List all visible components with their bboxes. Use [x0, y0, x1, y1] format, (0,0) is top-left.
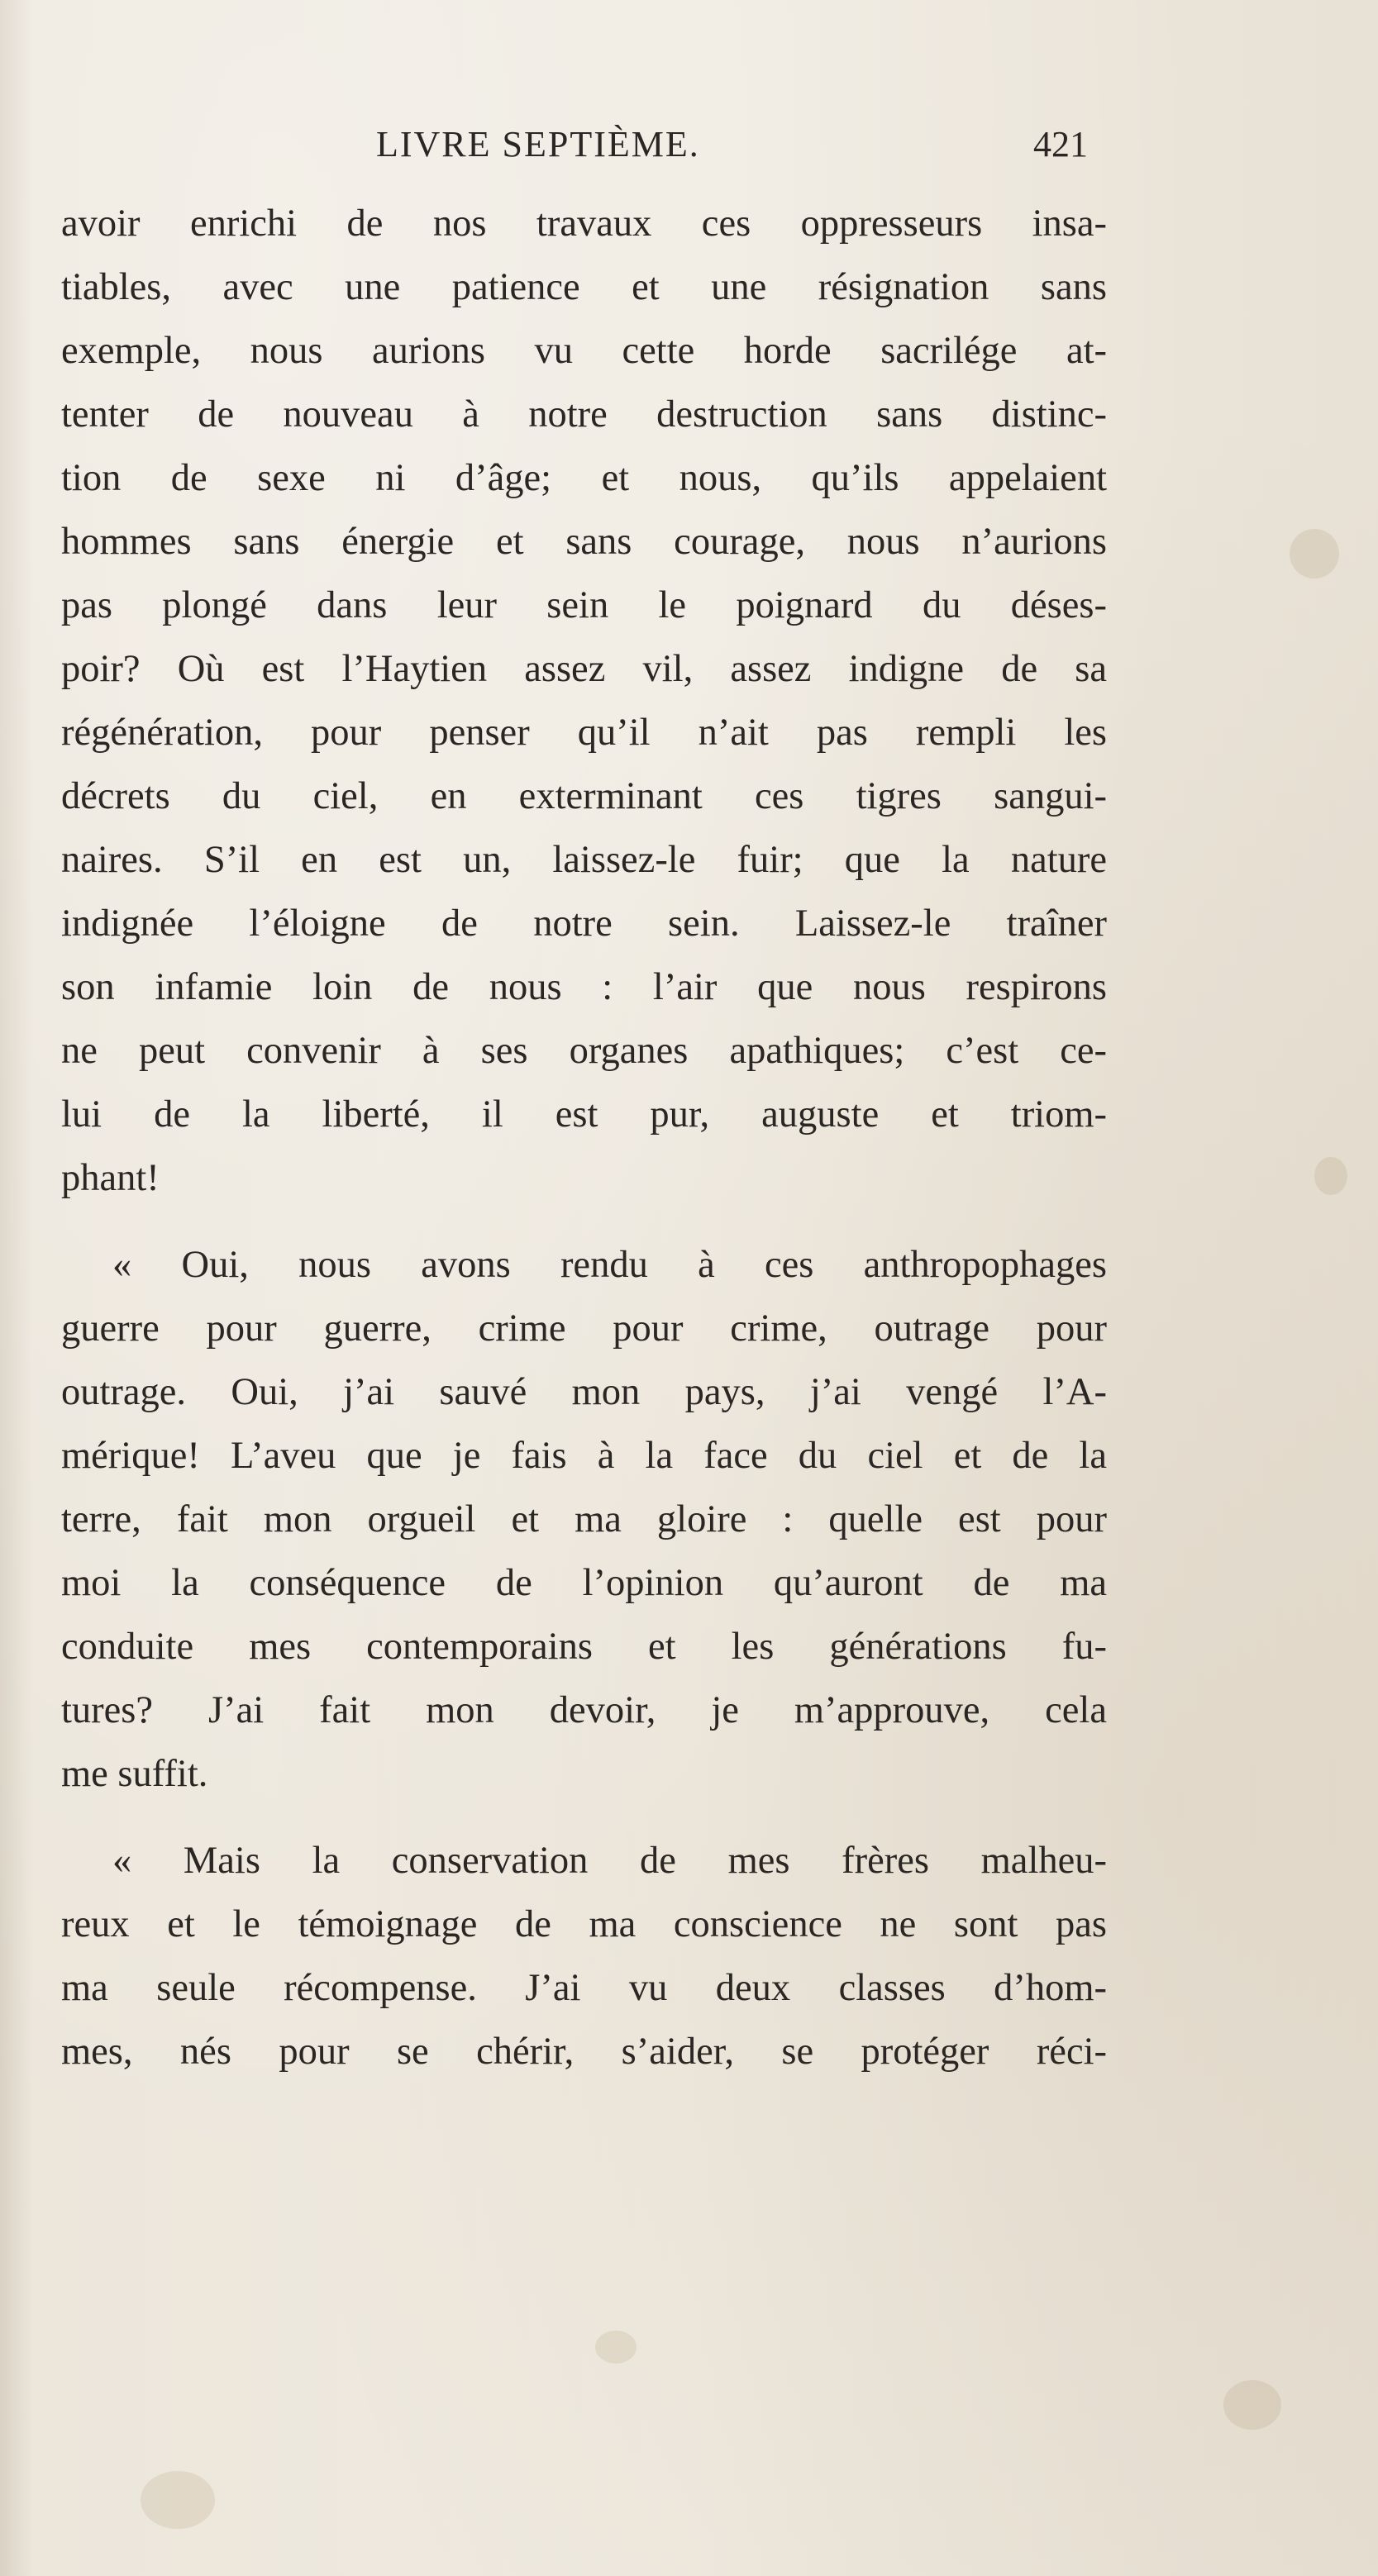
page-number: 421	[1033, 124, 1088, 164]
paragraph	[61, 1829, 1107, 2083]
text-line: « Oui, nous avons rendu à ces anthropophages	[112, 1244, 1107, 1286]
text-line: tion de sexe ni d’âge; et nous, qu’ils appelaient	[61, 457, 1107, 499]
text-line: tenter de nouveau à notre destruction sans distinc-	[61, 393, 1107, 436]
text-line: ma seule récompense. J’ai vu deux classes d’hom-	[61, 1967, 1107, 2009]
page-header	[0, 116, 1378, 174]
paragraph-gap	[61, 1210, 1107, 1233]
body-text	[61, 192, 1107, 2083]
text-line: indignée l’éloigne de notre sein. Laissez-le traîner	[61, 902, 1107, 945]
paper-stain	[1223, 2380, 1281, 2430]
text-line: naires. S’il en est un, laissez-le fuir; que la nature	[61, 839, 1107, 881]
text-line: son infamie loin de nous : l’air que nous respirons	[61, 966, 1107, 1008]
paper-stain	[1314, 1157, 1347, 1195]
paragraph-gap	[61, 1806, 1107, 1829]
text-line: tures? J’ai fait mon devoir, je m’approuve, cela	[61, 1689, 1107, 1731]
text-line: poir? Où est l’Haytien assez vil, assez indigne de sa	[61, 648, 1107, 690]
text-line: régénération, pour penser qu’il n’ait pas rempli les	[61, 712, 1107, 754]
text-line: terre, fait mon orgueil et ma gloire : quelle est pour	[61, 1498, 1107, 1540]
running-title: LIVRE SEPTIÈME.	[376, 124, 700, 164]
text-line: pas plongé dans leur sein le poignard du déses-	[61, 584, 1107, 626]
text-line: outrage. Oui, j’ai sauvé mon pays, j’ai vengé l’A-	[61, 1371, 1107, 1413]
text-line: mérique! L’aveu que je fais à la face du ciel et de la	[61, 1435, 1107, 1477]
text-line: avoir enrichi de nos travaux ces oppresseurs insa-	[61, 202, 1107, 245]
text-line: ne peut convenir à ses organes apathiques; c’est ce-	[61, 1030, 1107, 1072]
text-line: mes, nés pour se chérir, s’aider, se protéger réci-	[61, 2031, 1107, 2073]
text-line: hommes sans énergie et sans courage, nous n’aurions	[61, 521, 1107, 563]
text-line: lui de la liberté, il est pur, auguste et triom-	[61, 1093, 1107, 1136]
paper-stain	[141, 2471, 215, 2529]
text-line: exemple, nous aurions vu cette horde sacrilége at-	[61, 330, 1107, 372]
text-line: me suffit.	[61, 1753, 208, 1795]
text-line: guerre pour guerre, crime pour crime, outrage pour	[61, 1307, 1107, 1350]
paragraph	[61, 192, 1107, 1210]
paper-stain	[1290, 529, 1339, 579]
text-line: « Mais la conservation de mes frères malheu-	[112, 1840, 1107, 1882]
text-line: reux et le témoignage de ma conscience ne sont pas	[61, 1903, 1107, 1945]
paper-stain	[595, 2331, 637, 2364]
text-line: tiables, avec une patience et une résignation sans	[61, 266, 1107, 308]
paragraph	[61, 1233, 1107, 1806]
text-line: moi la conséquence de l’opinion qu’auront de ma	[61, 1562, 1107, 1604]
text-line: décrets du ciel, en exterminant ces tigres sangui-	[61, 775, 1107, 817]
text-line: conduite mes contemporains et les générations fu-	[61, 1626, 1107, 1668]
text-line: phant!	[61, 1157, 160, 1199]
